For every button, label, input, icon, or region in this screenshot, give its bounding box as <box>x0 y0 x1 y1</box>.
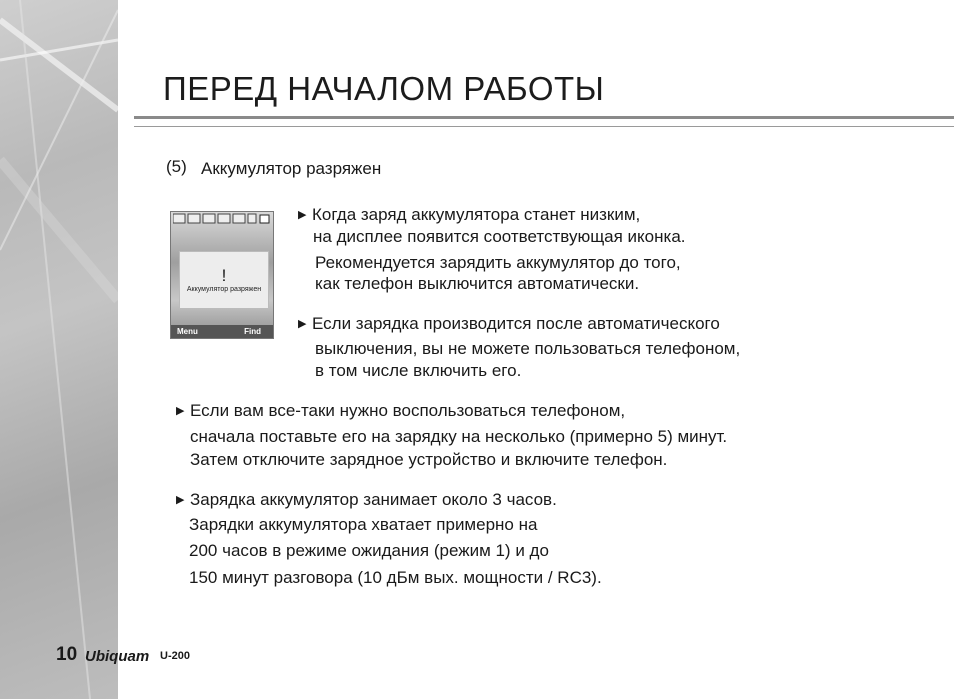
bullet-1-line-1: ▶ Когда заряд аккумулятора станет низким, <box>298 205 641 224</box>
page-title: ПЕРЕД НАЧАЛОМ РАБОТЫ <box>163 70 605 107</box>
bullet-4-line-1: ▶ Зарядка аккумулятор занимает около 3 часов. <box>176 490 557 509</box>
low-battery-message: Аккумулятор разряжен <box>186 286 262 293</box>
section-title: Аккумулятор разряжен <box>201 159 382 178</box>
brand-logo-text: Ubiquam <box>85 648 150 665</box>
low-battery-dialog <box>179 251 269 309</box>
decorative-side-band <box>0 0 118 699</box>
title-rule-thick <box>134 116 954 119</box>
section-number: (5) <box>166 157 187 176</box>
bullet-3-line-2: сначала поставьте его на зарядку на несколько (примерно 5) минут. <box>190 427 728 446</box>
bullet-2-line-3: в том числе включить его. <box>315 361 522 380</box>
phone-screen-illustration <box>170 211 274 339</box>
bullet-2-line-2: выключения, вы не можете пользоваться телефоном, <box>315 339 741 358</box>
light-streaks-graphic <box>0 0 118 699</box>
bullet-triangle-icon: ▶ <box>298 209 307 221</box>
bullet-3-line-3: Затем отключите зарядное устройство и включите телефон. <box>190 450 668 469</box>
page-number: 10 <box>56 644 78 665</box>
model-label: U-200 <box>160 650 190 662</box>
bullet-2-line-1: ▶ Если зарядка производится после автоматического <box>298 314 720 333</box>
softkey-find: Find <box>244 327 261 336</box>
bullet-triangle-icon: ▶ <box>298 318 307 330</box>
bullet-4-line-3: 200 часов в режиме ожидания (режим 1) и до <box>189 541 549 560</box>
bullet-1-line-4: как телефон выключится автоматически. <box>315 274 640 293</box>
bullet-triangle-icon: ▶ <box>176 494 185 506</box>
bullet-4-line-4: 150 минут разговора (10 дБм вых. мощности / RC3). <box>189 568 602 587</box>
softkey-menu: Menu <box>177 327 198 336</box>
softkey-bar <box>171 325 273 338</box>
status-bar-icons <box>173 213 271 225</box>
bullet-1-line-3: Рекомендуется зарядить аккумулятор до того, <box>315 253 681 272</box>
bullet-4-line-2: Зарядки аккумулятора хватает примерно на <box>189 515 538 534</box>
bullet-1-line-2: на дисплее появится соответствующая иконка. <box>313 227 686 246</box>
bullet-3-line-1: ▶ Если вам все-таки нужно воспользоваться телефоном, <box>176 401 626 420</box>
title-rule-thin <box>134 126 954 127</box>
warning-icon: ! <box>221 266 227 285</box>
bullet-triangle-icon: ▶ <box>176 405 185 417</box>
